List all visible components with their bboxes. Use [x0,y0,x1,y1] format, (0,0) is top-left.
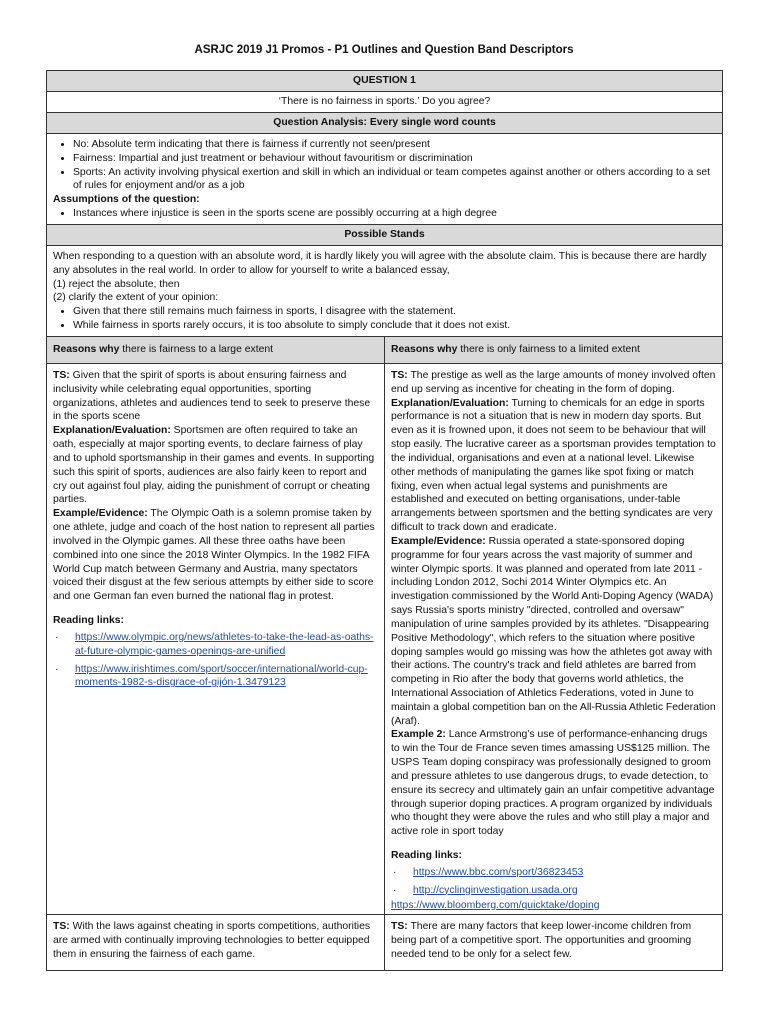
explanation-text: Sportsmen are often required to take an oath, especially at major sporting events, to declare fairness of play and to uphold sportsmanship in their games and events. In supporting such this spirit of sports, audiences are also fairly keen to report and cry out against foul play, aiding the punishment of corrupt or cheating parties. [53,425,375,506]
left-ts-2 [53,920,378,961]
analysis-list [53,138,716,193]
left-argument-2-cell [47,915,385,971]
left-ts [53,369,378,424]
right-example [391,535,716,729]
left-argument-cell [47,363,385,914]
analysis-heading: Question Analysis: Every single word counts [47,113,723,134]
ts-label: TS: [53,921,70,933]
ts-text: There are many factors that keep lower-income children from being part of a competitive sport. The opportunities and grooming needed tend to be only for a select few. [391,921,692,961]
outline-table [46,70,723,971]
stand-bullet: • Given that there still remains much fairness in sports, I disagree with the statement. [73,305,716,319]
explanation-text: Turning to chemicals for an edge in sports performance is not a situation that is new in modern day sports. But even as it is frowned upon, it does not seem to be behaviour that will stop easily. The lucrative career as a sportsman provides temptation to the individual, organisations and even at a national level. Likewise other methods of manipulating the games like spot fixing or match fixing, even when actual legal systems and punishments are established and executed on betting organisations, under-table arrangements between sportsmen and the betting syndicates are very difficult to track down and eradicate. [391,397,716,534]
right-heading-rest: there is only fairness to a limited extent [460,344,640,356]
stands-heading: Possible Stands [47,224,723,245]
stands-heading-row [47,224,723,245]
example-2-label: Example 2: [391,729,446,741]
stands-step-2: (2) clarify the extent of your opinion: [53,292,219,304]
right-ts [391,369,716,397]
stands-intro: When responding to a question with an absolute word, it is hardly likely you will agree with the absolute claim. This is because there are hardly any absolutes in the real world. In order to allow for yourself to write a balanced essay, [53,250,707,276]
analysis-heading-row [47,113,723,134]
ts-label: TS: [53,369,70,381]
question-text: ‘There is no fairness in sports.’ Do you agree? [47,92,723,113]
explanation-label: Explanation/Evaluation: [391,397,509,409]
left-explanation [53,424,378,507]
left-heading-bold: Reasons why [53,344,123,356]
left-column-heading [47,336,385,363]
left-reading-label: Reading links: [53,615,125,627]
analysis-bullet: • Sports: An activity involving physical exertion and skill in which an individual or team competes against another or others according to a set of rules for enjoyment and/or as a job [73,166,716,194]
right-example-2 [391,728,716,839]
right-reading-links [391,866,716,898]
example-2-text: Lance Armstrong’s use of performance-enhancing drugs to win the Tour de France seven times amassing US$125 million. The USPS Team doping conspiracy was professionally designed to groom and pressure athletes to use dangerous drugs, to evade detection, to ensure its secrecy and ultimately gain an unfair competitive advantage through superior doping practices. A program organized by individuals who thought they were above the rules and who still play a major and active role in sport today [391,729,715,838]
analysis-row [47,134,723,225]
right-reading-label: Reading links: [391,850,463,862]
reading-link-item [53,663,378,691]
irishtimes-link[interactable]: https://www.irishtimes.com/sport/soccer/international/world-cup-moments-1982-s-disgrace-of-gijón-1.3479123 [75,663,368,689]
bloomberg-line [391,899,716,913]
assumptions-heading: Assumptions of the question: [53,194,200,206]
example-label: Example/Evidence: [391,535,486,547]
right-heading-bold: Reasons why [391,344,461,356]
reasons-row-1 [47,363,723,914]
usada-link[interactable]: http://cyclinginvestigation.usada.org [413,884,578,896]
left-heading-rest: there is fairness to a large extent [122,344,274,356]
example-label: Example/Evidence: [53,508,148,520]
ts-label: TS: [391,369,408,381]
stands-cell [47,245,723,336]
stands-step-1: (1) reject the absolute, then [53,278,180,290]
example-text: Russia operated a state-sponsored doping programme for four years across the vast majority of summer and winter Olympic sports. It was planned and operated from late 2011 - including London 2012, Sochi 2014 Winter Olympics etc. An investigation commissioned by the World Anti-Doping Agency (WADA) says Russia's sports ministry "directed, controlled and oversaw" manipulation of urine samples provided by its athletes. "Disappearing Positive Methodology", which refers to the situation where positive doping samples would go missing was how the athletes got away with their actions. The country's track and field athletes are barred from competing in Rio after the body that governs world athletics, the International Association of Athletics Federations, voted in June to maintain a global competition ban on the All-Russia Athletic Federation (Araf). [391,535,716,727]
bullet-dot: · [393,866,397,878]
question-heading-row [47,71,723,92]
analysis-bullet: • No: Absolute term indicating that there is fairness if currently not seen/present [73,138,716,152]
question-text-row [47,92,723,113]
example-text: The Olympic Oath is a solemn promise taken by one athlete, judge and coach of the host nation to represent all parties involved in the Olympic games. All these three oaths have been combined into one since the 2018 Winter Olympics. In the 1982 FIFA World Cup match between Germany and Austria, many spectators voiced their disgust at the few serious attempts by either side to score and one German fan even burned the national flag in protest. [53,508,375,603]
outline-sheet [46,70,722,971]
right-explanation [391,397,716,535]
assumption-bullet: • Instances where injustice is seen in the sports scene are possibly occurring at a high degree [73,207,716,221]
bloomberg-link[interactable]: https://www.bloomberg.com/quicktake/doping [391,899,600,911]
reading-link-item [391,866,716,880]
document-title: ASRJC 2019 J1 Promos - P1 Outlines and Question Band Descriptors [194,44,574,56]
assumptions-list [53,207,716,221]
right-argument-2-cell [385,915,723,971]
explanation-label: Explanation/Evaluation: [53,425,171,437]
stand-bullet: • While fairness in sports rarely occurs, it is too absolute to simply conclude that it does not exist. [73,319,716,333]
reasons-row-2 [47,915,723,971]
olympic-oath-link[interactable]: https://www.olympic.org/news/athletes-to-take-the-lead-as-oaths-at-future-olympic-games-openings-are-unified [75,631,374,657]
reasons-header-row [47,336,723,363]
bullet-dot: · [55,663,59,675]
bullet-dot: · [55,631,59,643]
reading-link-item [53,631,378,659]
question-heading: QUESTION 1 [47,71,723,92]
reading-link-item [391,884,716,898]
ts-text: With the laws against cheating in sports competitions, authorities are armed with continually improving technologies to better equipped them in ensuring the fairness of each game. [53,921,371,961]
left-reading-links [53,631,378,690]
analysis-bullet: • Fairness: Impartial and just treatment or behaviour without favouritism or discrimination [73,152,716,166]
right-ts-2 [391,920,716,961]
analysis-cell [47,134,723,225]
ts-label: TS: [391,921,408,933]
bbc-link[interactable]: https://www.bbc.com/sport/36823453 [413,866,584,878]
right-argument-cell [385,363,723,914]
stands-list [53,305,716,333]
right-column-heading [385,336,723,363]
ts-text: Given that the spirit of sports is about ensuring fairness and inclusivity while celebrating equal opportunities, sporting organizations, athletes and audiences tend to seek to preserve these in the sports scene [53,369,371,423]
ts-text: The prestige as well as the large amounts of money involved often end up serving as incentive for cheating in the form of doping. [391,369,716,395]
stands-row [47,245,723,336]
bullet-dot: · [393,884,397,896]
left-example [53,507,378,604]
